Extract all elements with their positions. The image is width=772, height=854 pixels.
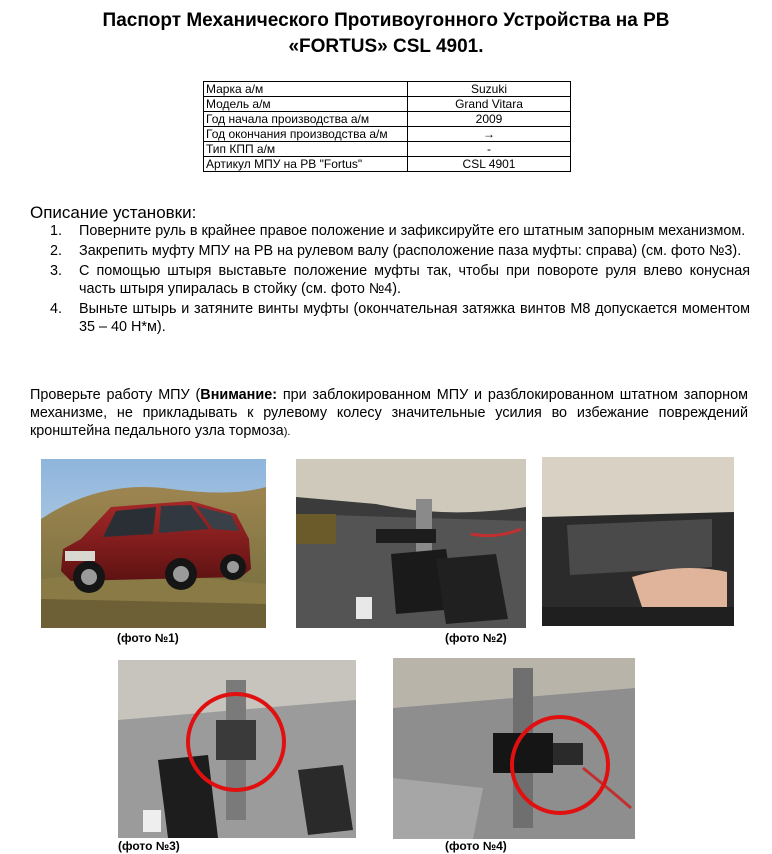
note-body: при заблокированном МПУ и разблокированном штатном запорном механизме, не прикладывать к рулевому колесу значительные усилия во избежание повреждений кронштейна педального узла тормоза — [30, 387, 748, 439]
title-line-1: Паспорт Механического Противоугонного Устройства на РВ — [102, 10, 670, 31]
step-text: С помощью штыря выставьте положение муфты так, чтобы при повороте руля влево конусная часть штыря упиралась в стойку (см. фото №4). — [79, 263, 750, 297]
spec-value: 2009 — [408, 112, 571, 127]
title-line-2: «FORTUS» CSL 4901. — [288, 36, 484, 57]
spec-label: Марка а/м — [204, 82, 408, 97]
photo-1-car — [41, 459, 266, 628]
photo-2-pedals — [296, 459, 526, 628]
list-item — [50, 262, 750, 298]
step-number: 4. — [50, 301, 63, 317]
note-warning-label: Внимание: — [200, 387, 278, 403]
spec-value: - — [408, 142, 571, 157]
spec-value: Suzuki — [408, 82, 571, 97]
step-number: 3. — [50, 263, 63, 279]
spec-value: → — [408, 127, 571, 142]
vehicle-spec-table — [203, 81, 571, 172]
table-row — [204, 142, 571, 157]
photo-3-dash-panel — [542, 457, 734, 626]
step-text: Выньте штырь и затяните винты муфты (окончательная затяжка винтов М8 допускается моментом 35 – 40 Н*м). — [79, 301, 750, 335]
spec-value: Grand Vitara — [408, 97, 571, 112]
photo-4-shaft-coupling — [118, 660, 356, 838]
photo-2-caption: (фото №2) — [445, 631, 507, 645]
spec-label: Год начала производства а/м — [204, 112, 408, 127]
column-pin-photo-image — [393, 658, 635, 839]
spec-value: CSL 4901 — [408, 157, 571, 172]
step-text: Закрепить муфту МПУ на РВ на рулевом валу (расположение паза муфты: справа) (см. фото №3). — [79, 243, 742, 259]
photo-1-caption: (фото №1) — [117, 631, 179, 645]
warning-note — [30, 386, 748, 441]
car-photo-image — [41, 459, 266, 628]
table-row — [204, 127, 571, 142]
pedals-photo-image — [296, 459, 526, 628]
table-row — [204, 82, 571, 97]
photo-4-caption: (фото №4) — [445, 839, 507, 853]
table-row — [204, 97, 571, 112]
spec-label: Артикул МПУ на РВ "Fortus" — [204, 157, 408, 172]
step-text: Поверните руль в крайнее правое положение и зафиксируйте его штатным запорным механизмом. — [79, 223, 746, 239]
dash-panel-photo-image — [542, 457, 734, 626]
list-item — [50, 222, 750, 240]
step-number: 1. — [50, 223, 63, 239]
spec-label: Год окончания производства а/м — [204, 127, 408, 142]
install-heading: Описание установки: — [30, 203, 197, 222]
spec-label: Модель а/м — [204, 97, 408, 112]
install-steps-list — [50, 222, 750, 338]
shaft-coupling-photo-image — [118, 660, 356, 838]
list-item — [50, 242, 750, 260]
table-row — [204, 112, 571, 127]
list-item — [50, 300, 750, 336]
photo-5-column-pin — [393, 658, 635, 839]
spec-label: Тип КПП а/м — [204, 142, 408, 157]
note-suffix: ). — [283, 426, 291, 438]
step-number: 2. — [50, 243, 63, 259]
table-row — [204, 157, 571, 172]
note-prefix: Проверьте работу МПУ ( — [30, 387, 201, 403]
photo-3-caption: (фото №3) — [118, 839, 180, 853]
document-title — [0, 8, 772, 60]
